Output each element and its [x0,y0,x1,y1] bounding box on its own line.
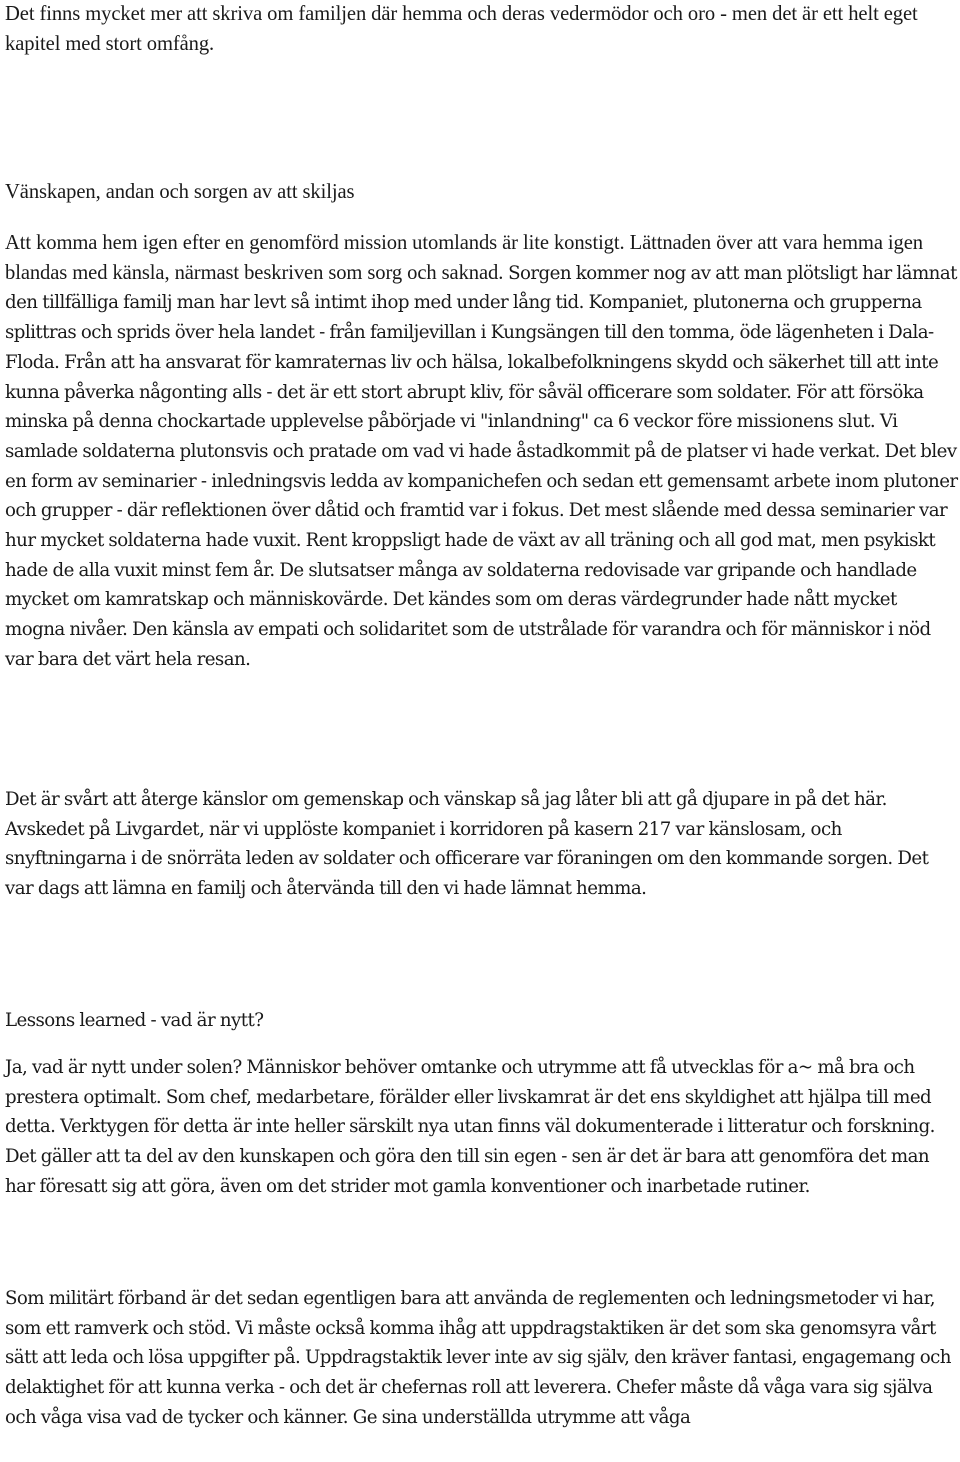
section-heading-friendship: Vänskapen, andan och sorgen av att skiljas [5,181,355,203]
paragraph-homecoming-lead: Att komma hem igen efter en genomförd mission utomlands är lite konstigt. Lättnaden över att vara hemma igen blandas med känsla, närmast beskriven som sorg och saknad. [5,232,923,284]
paragraph-whats-new: Ja, vad är nytt under solen? Människor behöver omtanke och utrymme att få utvecklas för a~ må bra och prestera optimalt. Som chef, medarbetare, förälder eller livskamrat är det ens skyldighet att hjälpa till med detta. Verktygen för detta är inte heller särskilt nya utan finns väl dokumenterade i litteratur och forskning. Det gäller att ta del av den kunskapen och göra den till sin egen - sen är det är bara att genomföra det man har föresatt sig att göra, även om det strider mot gamla konventioner och inarbetade rutiner. [5,1057,935,1197]
section-heading-lessons: Lessons learned - vad är nytt? [5,1010,264,1031]
paragraph-farewell: Det är svårt att återge känslor om gemenskap och vänskap så jag låter bli att gå djupare in på det här. Avskedet på Livgardet, när vi upplöste kompaniet i korridoren på kasern 217 var känslosam, och snyftningarna i de snörräta leden av soldater och officerare var föraningen om den kommande sorgen. Det var dags att lämna en familj och återvända till den vi hade lämnat hemma. [5,789,929,900]
paragraph-homecoming-body: Sorgen kommer nog av att man plötsligt har lämnat den tillfälliga familj man har levt så intimt ihop med under lång tid. Kompaniet, plutonerna och grupperna splittras och sprids över hela landet - från familjevillan i Kungsängen till den tomma, öde lägenheten i Dala-Floda. Från att ha ansvarat för kamraternas liv och hälsa, lokalbefolkningens skydd och säkerhet till att inte kunna påverka någonting alls - det är ett stort abrupt kliv, för såväl officerare som soldater. För att försöka minska på denna chockartade upplevelse påbörjade vi "inlandning" ca 6 veckor före missionens slut. Vi samlade soldaterna plutonsvis och pratade om vad vi hade åstadkommit på de platser vi hade verkat. Det blev en form av seminarier - inledningsvis ledda av kompanichefen och sedan ett gemensamt arbete inom plutoner och grupper - där reflektionen över dåtid och framtid var i fokus. Det mest slående med dessa seminarier var hur mycket soldaterna hade vuxit. Rent kroppsligt hade de växt av all träning och all god mat, men psykiskt hade de alla vuxit minst fem år. De slutsatser många av soldaterna redovisade var gripande och handlade mycket om kamratskap och människovärde. Det kändes som om deras värdegrunder hade nått mycket mogna nivåer. Den känsla av empati och solidaritet som de utstrålade för varandra och för människor i nöd var bara det värt hela resan. [5,262,958,670]
paragraph-homecoming [5,229,960,675]
intro-paragraph: Det finns mycket mer att skriva om familjen där hemma och deras vedermödor och oro - men det är ett helt eget kapitel med stort omfång. [5,3,918,55]
paragraph-military-unit: Som militärt förband är det sedan egentligen bara att använda de reglementen och ledningsmetoder vi har, som ett ramverk och stöd. Vi måste också komma ihåg att uppdragstaktiken är det som ska genomsyra vårt sätt att leda och lösa uppgifter på. Uppdragstaktik lever inte av sig själv, den kräver fantasi, engagemang och delaktighet för att kunna verka - och det är chefernas roll att leverera. Chefer måste då våga vara sig själva och våga visa vad de tycker och känner. Ge sina underställda utrymme att våga [5,1288,951,1428]
